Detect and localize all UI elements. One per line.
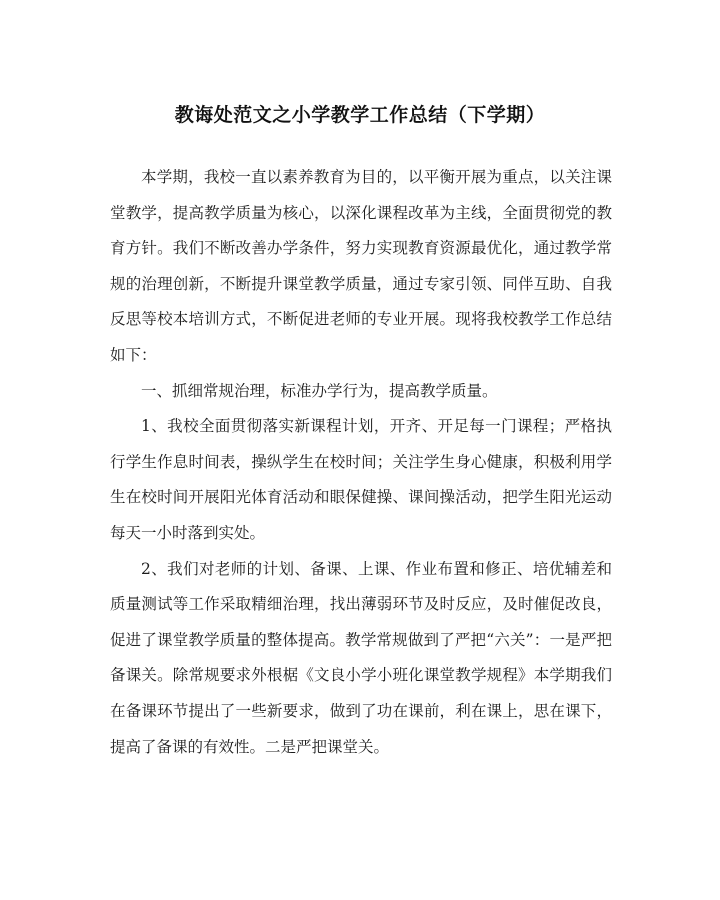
document-title: 教诲处范文之小学教学工作总结（下学期）	[174, 104, 546, 126]
paragraph-section-heading: 一、抓细常规治理，标准办学行为，提高教学质量。	[141, 381, 498, 400]
document-body	[110, 160, 612, 765]
paragraph-item-1: 1、我校全面贯彻落实新课程计划，开齐、开足每一门课程；严格执行学生作息时间表，操纵学生在校时间；关注学生身心健康，积极利用学生在校时间开展阳光体育活动和眼保健操、课间操活动，把学生阳光运动每天一小时落到实处。	[110, 417, 612, 542]
paragraph-item-2: 2、我们对老师的计划、备课、上课、作业布置和修正、培优辅差和质量测试等工作采取精细治理，找出薄弱环节及时反应，及时催促改良，促进了课堂教学质量的整体提高。教学常规做到了严把“六关”：一是严把备课关。除常规要求外根椐《文良小学小班化课堂教学规程》本学期我们在备课环节提出了一些新要求，做到了功在课前，利在课上，思在课下，提高了备课的有效性。二是严把课堂关。	[110, 559, 612, 756]
paragraph-intro: 本学期，我校一直以素养教育为目的，以平衡开展为重点，以关注课堂教学，提高教学质量为核心，以深化课程改革为主线，全面贯彻党的教育方针。我们不断改善办学条件，努力实现教育资源最优化，通过教学常规的治理创新，不断提升课堂教学质量，通过专家引领、同伴互助、自我反思等校本培训方式，不断促进老师的专业开展。现将我校教学工作总结如下：	[110, 168, 612, 364]
